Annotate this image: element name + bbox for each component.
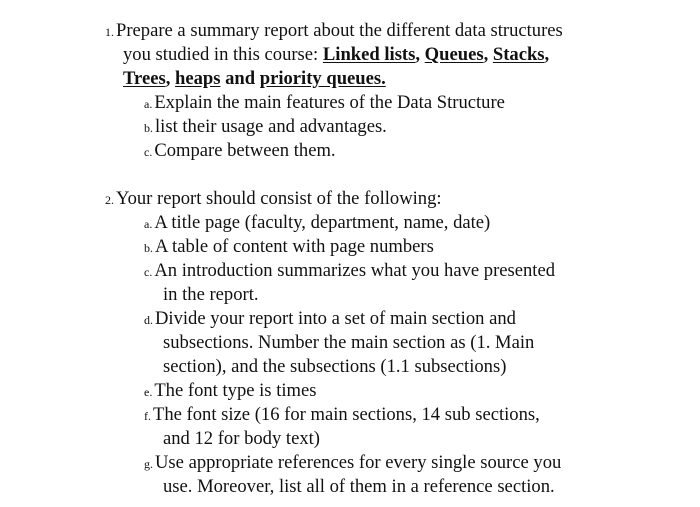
term-priority-queues: priority queues. — [259, 68, 386, 89]
item-2a: a. A title page (faculty, department, name, date) — [144, 212, 491, 233]
item-2c: c. An introduction summarizes what you have presented — [144, 260, 556, 281]
term-heaps: heaps — [174, 68, 221, 89]
item-2g: g. Use appropriate references for every single source you — [144, 452, 562, 473]
item-1c: c. Compare between them. — [144, 140, 336, 161]
item-1-intro-text: you studied in this course: — [123, 44, 323, 65]
item-1-number: 1. — [105, 25, 114, 39]
term-stacks: Stacks — [492, 44, 545, 65]
term-queues: Queues — [424, 44, 484, 65]
item-2e: e. The font type is times — [144, 380, 317, 401]
item-2d: d. Divide your report into a set of main section and — [144, 308, 516, 329]
item-2-line-1 — [105, 188, 442, 211]
item-2b: b. A table of content with page numbers — [144, 236, 434, 257]
item-2-text: Your report should consist of the following: — [116, 188, 442, 209]
item-2d-cont-1: subsections. Number the main section as (1. Main — [163, 332, 535, 353]
item-1b: b. list their usage and advantages. — [144, 116, 387, 137]
item-2c-cont: in the report. — [163, 284, 259, 305]
item-2d-cont-2: section), and the subsections (1.1 subsections) — [163, 356, 507, 377]
item-1-line-1 — [105, 20, 563, 43]
term-linked-lists: Linked lists — [322, 44, 416, 65]
item-1a: a. Explain the main features of the Data Structure — [144, 92, 505, 113]
item-1-line-3: Trees, heaps and priority queues. — [123, 68, 386, 89]
item-2-number: 2. — [105, 193, 114, 207]
term-trees: Trees — [123, 68, 166, 89]
item-2f: f. The font size (16 for main sections, 14 sub sections, — [144, 404, 540, 425]
item-1-text: Prepare a summary report about the different data structures — [116, 20, 563, 41]
item-2g-cont: use. Moreover, list all of them in a reference section. — [163, 476, 555, 497]
item-2f-cont: and 12 for body text) — [163, 428, 320, 449]
item-1-line-2: you studied in this course: Linked lists, Queues, Stacks, — [123, 44, 550, 65]
